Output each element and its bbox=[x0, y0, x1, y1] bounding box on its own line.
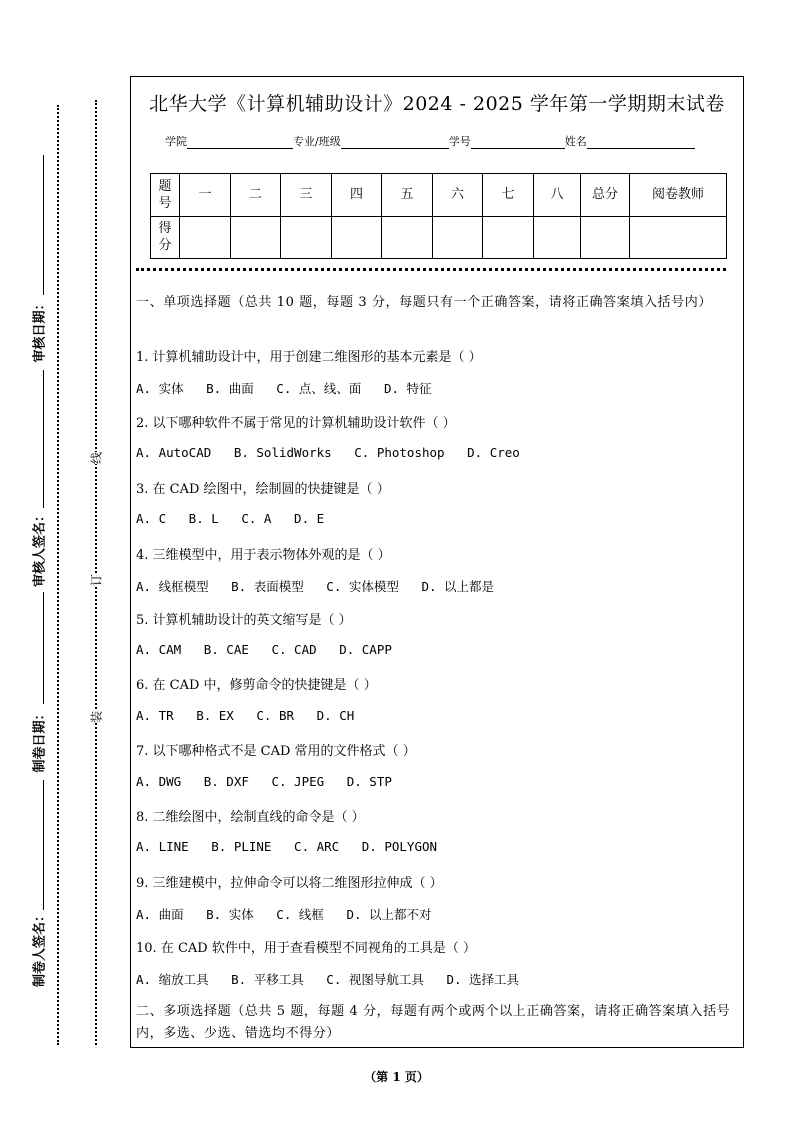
binding-mark-ding: 订 bbox=[86, 574, 107, 586]
col-header-5: 五 bbox=[382, 174, 433, 217]
col-header-1: 一 bbox=[180, 174, 231, 217]
question-1: 1. 计算机辅助设计中，用于创建二维图形的基本元素是（ ） bbox=[136, 350, 482, 365]
score-cell-2[interactable] bbox=[231, 216, 281, 259]
section1-heading: 一、单项选择题（总共 10 题，每题 3 分，每题只有一个正确答案，请将正确答案填入括号内） bbox=[136, 295, 712, 310]
score-value-row bbox=[151, 216, 727, 259]
reviewer-sign-line bbox=[43, 370, 44, 508]
score-cell-7[interactable] bbox=[483, 216, 534, 259]
question-6: 6. 在 CAD 中，修剪命令的快捷键是（ ） bbox=[136, 678, 377, 693]
col-header-4: 四 bbox=[332, 174, 382, 217]
score-cell-3[interactable] bbox=[281, 216, 332, 259]
question-10: 10. 在 CAD 软件中，用于查看模型不同视角的工具是（ ） bbox=[136, 941, 476, 956]
binding-mark-zhuang: 装 bbox=[86, 711, 107, 723]
reviewer-date-label: 审核日期： bbox=[32, 297, 48, 363]
col-header-grader: 阅卷教师 bbox=[630, 174, 727, 217]
score-cell-grader[interactable] bbox=[630, 216, 727, 259]
question-7: 7. 以下哪种格式不是 CAD 常用的文件格式（ ） bbox=[136, 744, 416, 759]
major-label: 专业/班级 bbox=[293, 135, 341, 148]
reviewer-sign-label: 审核人签名： bbox=[32, 509, 48, 588]
question-2-options: A. AutoCAD B. SolidWorks C. Photoshop D. Creo bbox=[136, 445, 520, 460]
col-header-3: 三 bbox=[281, 174, 332, 217]
binding-mark-line: 线 bbox=[86, 452, 107, 464]
name-label: 姓名 bbox=[564, 135, 587, 148]
left-dotted-rule bbox=[57, 105, 59, 1045]
section2-heading: 二、多项选择题（总共 5 题，每题 4 分，每题有两个或两个以上正确答案，请将正确答案填入括号内，多选、少选、错选均不得分） bbox=[136, 1004, 731, 1041]
score-table bbox=[150, 173, 727, 259]
page-number: （第 1 页） bbox=[364, 1070, 429, 1084]
question-1-options: A. 实体 B. 曲面 C. 点、线、面 D. 特征 bbox=[136, 381, 432, 396]
score-cell-5[interactable] bbox=[382, 216, 433, 259]
question-10-options: A. 缩放工具 B. 平移工具 C. 视图导航工具 D. 选择工具 bbox=[136, 972, 520, 987]
name-field[interactable] bbox=[587, 136, 695, 149]
row-label-score: 得分 bbox=[151, 216, 180, 259]
col-header-2: 二 bbox=[231, 174, 281, 217]
maker-sign-line bbox=[43, 780, 44, 910]
header-dotted-separator bbox=[136, 268, 726, 271]
binding-dotted-rule bbox=[95, 100, 97, 1045]
question-8-options: A. LINE B. PLINE C. ARC D. POLYGON bbox=[136, 839, 438, 854]
question-6-options: A. TR B. EX C. BR D. CH bbox=[136, 708, 355, 723]
maker-date-line bbox=[43, 592, 44, 704]
question-3-options: A. C B. L C. A D. E bbox=[136, 511, 325, 526]
major-field[interactable] bbox=[341, 136, 449, 149]
question-3: 3. 在 CAD 绘图中，绘制圆的快捷键是（ ） bbox=[136, 482, 390, 497]
question-9: 9. 三维建模中，拉伸命令可以将二维图形拉伸成（ ） bbox=[136, 876, 443, 891]
reviewer-date-line bbox=[43, 155, 44, 295]
score-cell-6[interactable] bbox=[433, 216, 483, 259]
maker-sign-label: 制卷人签名： bbox=[32, 909, 48, 988]
col-header-6: 六 bbox=[433, 174, 483, 217]
exam-title: 北华大学《计算机辅助设计》2024 - 2025 学年第一学期期末试卷 bbox=[149, 93, 725, 115]
question-8: 8. 二维绘图中，绘制直线的命令是（ ） bbox=[136, 810, 365, 825]
col-header-7: 七 bbox=[483, 174, 534, 217]
score-cell-8[interactable] bbox=[534, 216, 581, 259]
question-9-options: A. 曲面 B. 实体 C. 线框 D. 以上都不对 bbox=[136, 907, 432, 922]
row-label-question: 题号 bbox=[151, 174, 180, 217]
college-label: 学院 bbox=[165, 135, 187, 148]
col-header-total: 总分 bbox=[581, 174, 630, 217]
question-2: 2. 以下哪种软件不属于常见的计算机辅助设计软件（ ） bbox=[136, 416, 456, 431]
student-id-label: 学号 bbox=[448, 135, 471, 148]
student-info-row bbox=[165, 133, 695, 149]
col-header-8: 八 bbox=[534, 174, 581, 217]
score-cell-total[interactable] bbox=[581, 216, 630, 259]
question-4: 4. 三维模型中，用于表示物体外观的是（ ） bbox=[136, 548, 391, 563]
maker-date-label: 制卷日期： bbox=[32, 707, 48, 773]
question-5: 5. 计算机辅助设计的英文缩写是（ ） bbox=[136, 613, 352, 628]
score-cell-4[interactable] bbox=[332, 216, 382, 259]
score-cell-1[interactable] bbox=[180, 216, 231, 259]
score-header-row bbox=[151, 174, 727, 217]
exam-frame bbox=[130, 76, 744, 1048]
college-field[interactable] bbox=[187, 136, 293, 149]
question-4-options: A. 线框模型 B. 表面模型 C. 实体模型 D. 以上都是 bbox=[136, 579, 495, 594]
student-id-field[interactable] bbox=[471, 136, 565, 149]
question-5-options: A. CAM B. CAE C. CAD D. CAPP bbox=[136, 642, 392, 657]
question-7-options: A. DWG B. DXF C. JPEG D. STP bbox=[136, 774, 392, 789]
